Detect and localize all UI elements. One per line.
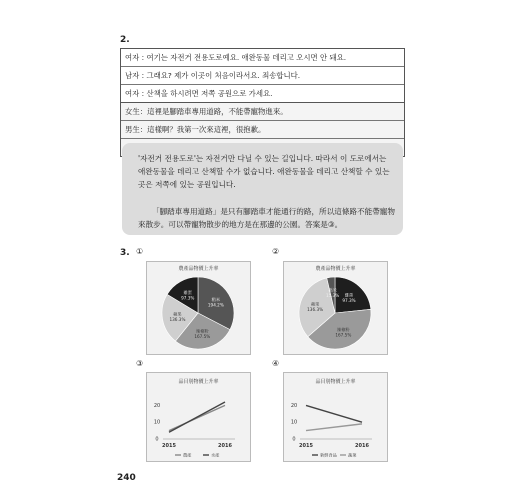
line-4-ytick-3: 20 [290,402,298,409]
pie-1-slice-2-label: 辣椒粉 [196,328,209,334]
chart-2-panel [283,261,388,355]
pie-2-slice-3-label: 蘋果 [310,301,320,307]
explanation-zh-line-1: 「腳踏車專用道路」是只有腳踏車才能通行的路，所以這條路不能帶寵物 [152,207,395,216]
chart-1-panel [146,261,251,355]
explanation-ko-line-1: '자전거 전용도로'는 자전거만 다닐 수 있는 길입니다. 따라서 이 도로에서는 [138,154,387,163]
pie-2-slice-1-value: 97.3% [342,297,356,303]
line-4-ytick-1: 0 [292,436,296,443]
option-1-label: ① [136,247,144,256]
dialogue-zh-line-1: 女生：這裡是腳踏車專用道路，不能帶寵物進來。 [121,103,404,121]
option-3-label: ③ [136,359,144,368]
pie-2-slice-4-value: 15.3% [325,292,340,298]
dialogue-zh-line-2: 男生：這樣啊？我第一次來這裡，很抱歉。 [121,121,404,139]
option-4-label: ④ [272,359,280,368]
line-3-ytick-2: 10 [153,419,161,426]
option-2-label: ② [272,247,280,256]
pie-2-slice-3-value: 136.3% [307,307,324,313]
line-4-series-2 [306,424,362,431]
line-4-ytick-2: 10 [290,419,298,426]
pie-1-slice-3-value: 136.3% [169,317,186,323]
dialogue-ko-line-2: 남자 : 그래요? 제가 이곳이 처음이라서요. 죄송합니다. [121,67,404,85]
chart-3-panel [146,372,251,462]
dialogue-ko-line-3: 여자 : 산책을 하시려면 저쪽 공원으로 가세요. [121,85,404,103]
line-3-series-1 [169,405,225,430]
pie-1-slice-3-label: 蘋果 [173,311,182,317]
pie-2-slice-1-label: 雞蛋 [344,292,354,298]
line-4-xtick-1: 2015 [299,443,313,449]
dialogue-table [120,48,405,157]
line-4-xtick-2: 2016 [355,443,369,449]
line-3-xtick-2: 2016 [218,443,232,449]
explanation-ko-line-2: 애완동물을 데리고 산책할 수가 없습니다. 애완동물을 데리고 산책할 수 있는 [138,167,390,176]
pie-1-slice-4-value: 97.3% [181,295,195,301]
line-4-legend-label-1: 新鮮食品 [320,452,337,458]
chart-4-panel [283,372,388,462]
line-4-series-1 [306,405,362,422]
question-3-number: 3. [120,248,130,258]
line-chart-3 [147,373,250,461]
line-4-legend-label-2: 蔬菜 [348,452,357,458]
dialogue-ko-line-1: 여자 : 여기는 자전거 전용도로예요. 애완동물 데리고 오시면 안 돼요. [121,49,404,67]
chart-4-title: 品目別物價上升率 [315,379,356,385]
pie-1-slice-2-value: 167.5% [194,333,211,339]
chart-2-title: 農產品物價上升率 [315,266,356,272]
explanation-ko-line-3: 곳은 저쪽에 있는 공원입니다. [138,180,236,189]
line-chart-4 [284,373,387,461]
line-3-xtick-1: 2015 [162,443,176,449]
pie-2-slice-4-label: 稻米 [328,287,337,293]
chart-3-title: 品目別物價上升率 [178,379,219,385]
line-3-ytick-3: 20 [153,402,161,409]
line-3-ytick-1: 0 [155,436,159,443]
pie-1-slice-1-value: 194.2% [207,302,224,308]
explanation-box [122,143,403,235]
pie-2-slice-2-label: 辣椒粉 [337,327,350,333]
question-2-number: 2. [120,35,130,45]
pie-chart-2 [284,262,387,354]
pie-2-slice-2-value: 167.5% [335,332,352,338]
line-3-legend-label-2: 水產 [211,452,220,458]
line-3-series-2 [169,402,225,432]
line-3-legend-label-1: 農產 [183,452,192,458]
chart-1-title: 農產品物價上升率 [178,266,219,272]
pie-1-slice-4-label: 雞蛋 [183,289,192,295]
explanation-zh-line-2: 來散步。可以帶寵物散步的地方是在那邊的公園。答案是③。 [138,220,343,229]
page-number: 240 [117,473,136,483]
pie-1-slice-1-label: 稻米 [211,297,221,303]
pie-chart-1 [147,262,250,354]
